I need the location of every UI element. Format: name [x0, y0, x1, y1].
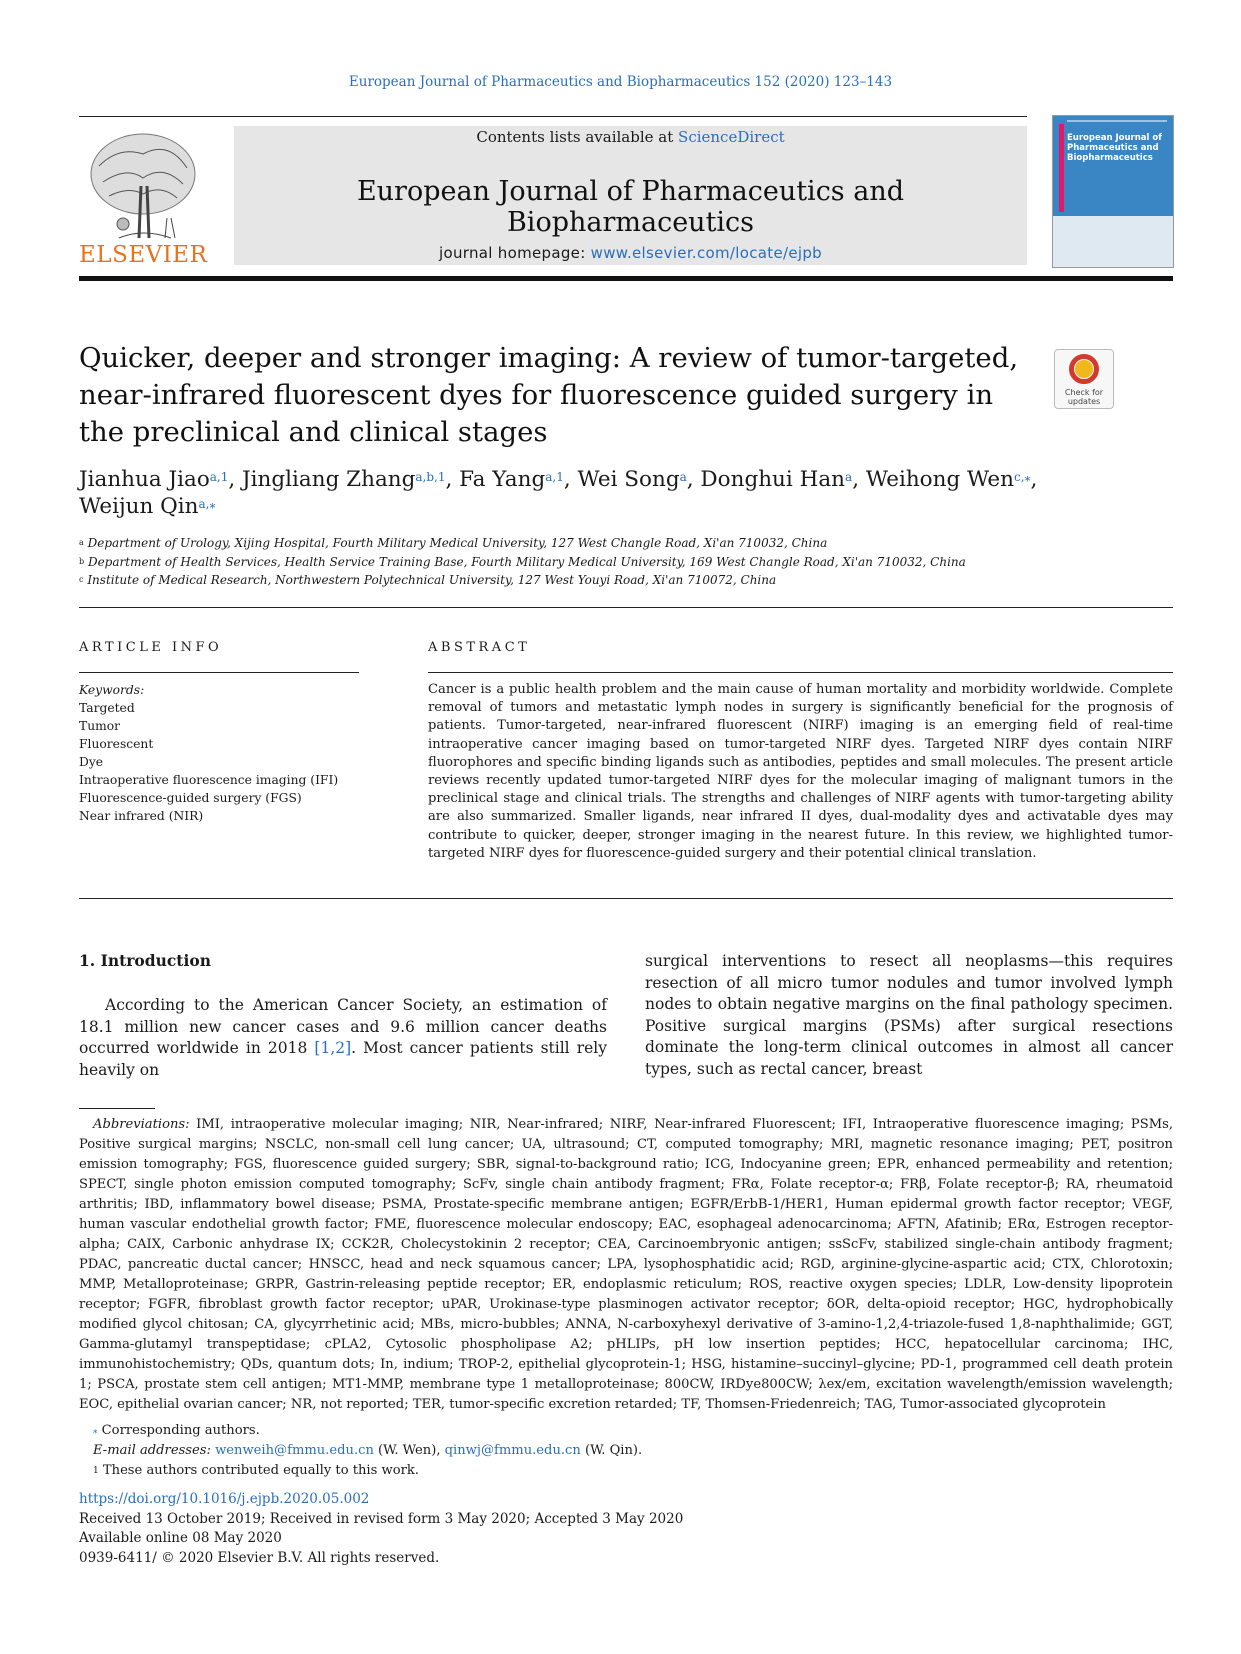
- author-affil-mark[interactable]: a,1: [545, 470, 564, 484]
- author-affil-mark[interactable]: a,1: [209, 470, 229, 484]
- author-affil-mark[interactable]: a: [845, 470, 853, 484]
- affiliation-mark: c: [79, 575, 84, 584]
- cover-band: [1053, 116, 1173, 216]
- keyword: Targeted: [79, 701, 135, 715]
- corresponding-mark: ⁎: [93, 1426, 98, 1436]
- author-name: Donghui Han: [700, 467, 846, 492]
- keyword: Fluorescence-guided surgery (FGS): [79, 791, 302, 805]
- available-online: Available online 08 May 2020: [79, 1530, 282, 1547]
- author-name: Fa Yang: [459, 467, 546, 492]
- article-info-heading: ARTICLE INFO: [79, 640, 223, 655]
- crossmark-label-line2: updates: [1067, 397, 1101, 406]
- cover-title: European Journal of Pharmaceutics and Biopharmaceutics: [1067, 133, 1162, 163]
- equal-mark: 1: [93, 1466, 99, 1476]
- affiliation: [79, 534, 1079, 553]
- author-separator: ,: [852, 467, 866, 492]
- keywords-label: Keywords:: [79, 683, 145, 697]
- body-column-left: [79, 995, 607, 1081]
- received-dates: Received 13 October 2019; Received in revised form 3 May 2020; Accepted 3 May 2020: [79, 1510, 684, 1527]
- keyword: Intraoperative fluorescence imaging (IFI): [79, 773, 339, 787]
- homepage-link[interactable]: www.elsevier.com/locate/ejpb: [590, 244, 822, 262]
- abstract-heading: ABSTRACT: [428, 640, 531, 655]
- check-for-updates-badge[interactable]: [1054, 349, 1114, 409]
- corresponding-text: Corresponding authors.: [97, 1423, 260, 1438]
- affiliation-list: [79, 534, 1079, 590]
- corresponding-footnote: [93, 1421, 260, 1441]
- keyword: Tumor: [79, 719, 121, 733]
- cover-top-line: [1067, 120, 1167, 122]
- running-head[interactable]: European Journal of Pharmaceutics and Biopharmaceutics 152 (2020) 123–143: [348, 74, 893, 90]
- body-text: . Most cancer patients still rely heavily on: [79, 1039, 607, 1079]
- copyright: 0939-6411/ © 2020 Elsevier B.V. All rights reserved.: [79, 1549, 440, 1566]
- author-name: Jianhua Jiao: [79, 467, 210, 492]
- cover-strip: [1059, 124, 1064, 212]
- author-name: Weihong Wen: [865, 467, 1014, 492]
- elsevier-wordmark: ELSEVIER: [79, 242, 208, 268]
- author-name: Jingliang Zhang: [242, 467, 416, 492]
- email-link-wen[interactable]: wenweih@fmmu.edu.cn: [215, 1443, 374, 1458]
- journal-cover[interactable]: [1052, 115, 1174, 268]
- email-owner: (W. Qin).: [580, 1443, 643, 1458]
- author-separator: ,: [563, 467, 578, 492]
- author-affil-mark[interactable]: a,b,1: [415, 470, 446, 484]
- footnote-rule: [79, 1108, 155, 1109]
- email-label: E-mail addresses:: [93, 1443, 211, 1458]
- affiliation-text: Department of Urology, Xijing Hospital, Fourth Military Medical University, 127 West Changle Road, Xi'an 710032, China: [87, 536, 828, 550]
- abstract-end-rule: [79, 898, 1173, 899]
- keyword: Dye: [79, 755, 104, 769]
- contents-line: [234, 128, 1027, 146]
- abstract-text: Cancer is a public health problem and the main cause of human mortality and morbidity worldwide. Complete removal of tumors and metastatic lymph nodes in surgery is significantly beneficial for the prognosis of patients. Tumor-targeted, near-infrared fluorescent (NIRF) imaging is an emerging field of real-time intraoperative cancer imaging based on tumor-targeted NIRF dyes. Targeted NIRF dyes contain NIRF fluorophores and specific binding ligands such as antibodies, peptides and small molecules. The present article reviews recently updated tumor-targeted NIRF dyes for the molecular imaging of malignant tumors in the preclinical stage and clinical trials. The strengths and challenges of NIRF agents with tumor-targeting ability are also summarized. Smaller ligands, near infrared II dyes, dual-modality dyes and activatable dyes may contribute to quicker, deeper, stronger imaging in the nearest future. In this review, we highlighted tumor-targeted NIRF dyes for fluorescence-guided surgery and their potential clinical translation.: [428, 682, 1173, 861]
- author-name: Wei Song: [577, 467, 680, 492]
- masthead-thick-rule: [79, 276, 1173, 281]
- crossmark-label: [1055, 388, 1113, 406]
- author-separator: ,: [228, 467, 243, 492]
- author-separator: ,: [445, 467, 460, 492]
- abstract-rule: [428, 672, 1173, 673]
- affiliations-rule: [79, 607, 1173, 608]
- body-text: According to the American Cancer Society, an estimation of 18.1 million new cancer cases and 9.6 million cancer deaths occurred worldwide in 2018: [79, 996, 607, 1058]
- affiliation: [79, 553, 1079, 572]
- section-heading-introduction: 1. Introduction: [79, 951, 211, 970]
- keyword: Fluorescent: [79, 737, 154, 751]
- citation-link[interactable]: [1,2]: [314, 1039, 352, 1058]
- homepage-prefix: journal homepage:: [439, 244, 591, 262]
- affiliation: [79, 571, 1079, 590]
- affiliation-mark: b: [79, 556, 85, 566]
- author-list: [79, 466, 1039, 520]
- equal-contribution-footnote: [93, 1461, 419, 1481]
- body-column-right: surgical interventions to resect all neoplasms—this requires resection of all micro tumor nodules and tumor involved lymph nodes to obtain negative margins on the final pathology specimen. Positive surgical margins (PSMs) after surgical resections dominate the long-term clinical outcomes in almost all cancer types, such as rectal cancer, breast: [645, 952, 1173, 1078]
- author-affil-mark[interactable]: c,⁎: [1013, 470, 1031, 484]
- author-affil-mark[interactable]: a,⁎: [198, 497, 216, 511]
- author-affil-mark[interactable]: a: [679, 470, 687, 484]
- email-footnote: [93, 1441, 642, 1461]
- article-history: [79, 1490, 879, 1568]
- affiliation-text: Department of Health Services, Health Service Training Base, Fourth Military Medical University, 169 West Changle Road, Xi'an 710032, China: [87, 554, 966, 569]
- equal-text: These authors contributed equally to this work.: [98, 1463, 419, 1478]
- author-name: Weijun Qin: [79, 494, 199, 519]
- journal-title: European Journal of Pharmaceutics and Biopharmaceutics: [356, 176, 905, 238]
- affiliation-mark: a: [79, 538, 84, 547]
- doi-link[interactable]: https://doi.org/10.1016/j.ejpb.2020.05.002: [79, 1491, 370, 1507]
- abbreviations-footnote: [79, 1115, 1173, 1415]
- article-info-rule: [79, 672, 359, 673]
- paper-title: Quicker, deeper and stronger imaging: A review of tumor-targeted, near-infrared fluorescent dyes for fluorescence guided surgery in the preclinical and clinical stages: [79, 342, 1019, 448]
- abbreviations-text: IMI, intraoperative molecular imaging; NIR, Near-infrared; NIRF, Near-infrared Fluorescent; IFI, Intraoperative fluorescence imaging; PSMs, Positive surgical margins; NSCLC, non-small cell lung cancer; UA, ultrasound; CT, computed tomography; MRI, magnetic resonance imaging; PET, positron emission tomography; FGS, fluorescence guided surgery; SBR, signal-to-background ratio; ICG, Indocyanine green; EPR, enhanced permeability and retention; SPECT, single photon emission computed tomography; ScFv, single chain antibody fragment; FRα, Folate receptor-α; FRβ, Folate receptor-β; RA, rheumatoid arthritis; IBD, inflammatory bowel disease; PSMA, Prostate-specific membrane antigen; EGFR/ErbB-1/HER1, Human epidermal growth factor receptor; VEGF, human vascular endothelial growth factor; FME, fluorescence molecular endoscopy; EAC, esophageal adenocarcinoma; AFTN, Afatinib; ERα, Estrogen receptor-alpha; CAIX, Carbonic anhydrase IX; CCK2R, Cholecystokinin 2 receptor; CEA, Carcinoembryonic antigen; ssScFv, stabilized single-chain antibody fragment; PDAC, pancreatic ductal cancer; HNSCC, head and neck squamous cancer; LPA, lysophosphatidic acid; RGD, arginine-glycine-aspartic acid; CTX, Chlorotoxin; MMP, Metalloproteinase; GRPR, Gastrin-releasing peptide receptor; ER, endoplasmic reticulum; ROS, reactive oxygen species; LDLR, Low-density lipoprotein receptor; FGFR, fibroblast growth factor receptor; uPAR, Urokinase-type plasminogen activator receptor; δOR, delta-opioid receptor; HGC, hydrophobically modified glycol chitosan; CA, glycyrrhetinic acid; MBs, micro-bubbles; ANNA, N-carboxyhexyl derivative of 3-amino-1,2,4-triazole-fused 1,8-naphthalimide; GGT, Gamma-glutamyl transpeptidase; cPLA2, Cytosolic phospholipase A2; pHLIPs, pH low insertion peptides; HCC, hepatocellular carcinoma; IHC, immunohistochemistry; QDs, quantum dots; In, indium; TROP-2, epithelial glycoprotein-1; HSG, histamine–succinyl–glycine; PD-1, programmed cell death protein 1; PSCA, prostate stem cell antigen; MT1-MMP, membrane type 1 metalloproteinase; 800CW, IRDye800CW; λex/em, excitation wavelength/emission wavelength; EOC, epithelial ovarian cancer; NR, not reported; TER, tumor-specific excretion retarded; TF, Thomsen-Friedenreich; TAG, Tumor-associated glycoprotein: [79, 1117, 1173, 1412]
- author-separator: ,: [1030, 467, 1038, 492]
- abbreviations-label: Abbreviations:: [93, 1117, 190, 1132]
- homepage-line: [234, 244, 1027, 262]
- header-rule: [79, 116, 1027, 117]
- affiliation-text: Institute of Medical Research, Northwestern Polytechnical University, 127 West Youyi Road, Xi'an 710072, China: [87, 573, 777, 587]
- email-link-qin[interactable]: qinwj@fmmu.edu.cn: [444, 1443, 581, 1458]
- sciencedirect-link[interactable]: ScienceDirect: [678, 128, 785, 146]
- email-owner: (W. Wen),: [373, 1443, 445, 1458]
- author-separator: ,: [686, 467, 701, 492]
- crossmark-label-line1: Check for: [1064, 388, 1104, 397]
- keywords-block: [79, 681, 369, 825]
- crossmark-center-icon: [1075, 360, 1093, 378]
- keyword: Near infrared (NIR): [79, 809, 204, 823]
- contents-prefix: Contents lists available at: [476, 128, 679, 146]
